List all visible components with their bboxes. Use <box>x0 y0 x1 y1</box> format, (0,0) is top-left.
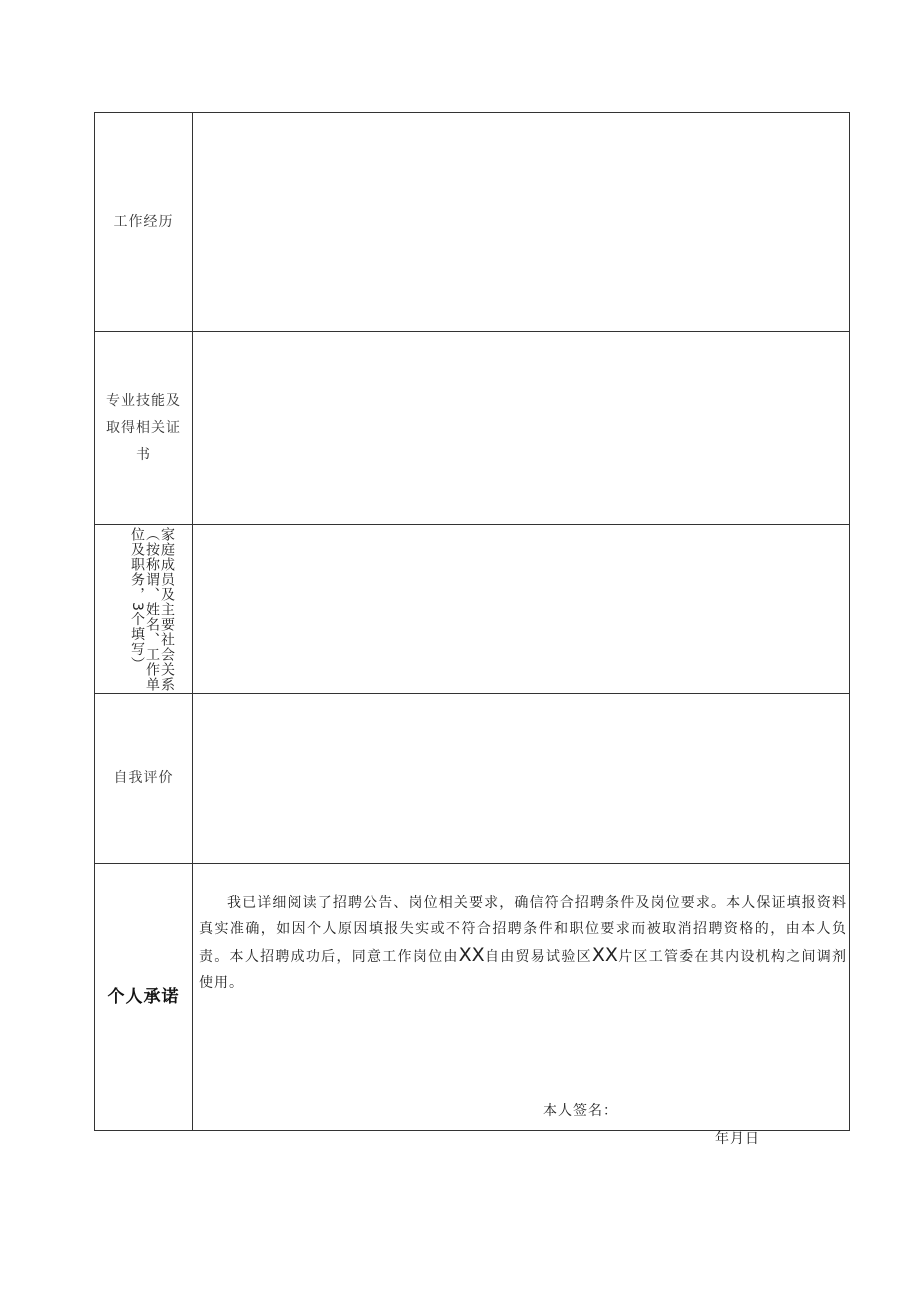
promise-text-part2: 自由贸易试验区 <box>484 949 592 965</box>
row-family-members <box>95 525 850 694</box>
promise-label: 个人承诺 <box>107 986 180 1007</box>
self-evaluation-label: 自我评价 <box>113 770 174 786</box>
promise-text-part3: 片区工管委在其内设机构之间调剂使用。 <box>199 949 848 991</box>
skills-label: 专业技能及取得相关证书 <box>106 392 181 463</box>
promise-xx-2: XX <box>591 944 618 966</box>
row-personal-promise <box>95 864 850 1131</box>
skills-field[interactable] <box>193 332 850 525</box>
promise-text-part1: 我已详细阅读了招聘公告、岗位相关要求，确信符合招聘条件及岗位要求。本人保证填报资料真实准确，如因个人原因填报失实或不符合招聘条件和职位要求而被取消招聘资格的，由本人负责。本人招聘成功后，同意工作岗位由 <box>199 895 847 965</box>
work-experience-field[interactable] <box>193 113 850 332</box>
work-experience-label-cell <box>95 113 193 332</box>
date-label: 年月日 <box>715 1131 760 1147</box>
promise-label-cell <box>95 864 193 1131</box>
family-label: 家庭成员及主要社会关系（按称谓、姓名、工作单位及职务，3个填写） <box>129 527 175 692</box>
self-evaluation-field[interactable] <box>193 694 850 864</box>
family-label-cell <box>95 525 193 694</box>
promise-content-cell <box>193 864 850 1147</box>
promise-statement <box>193 864 849 996</box>
application-form-table <box>94 112 850 1147</box>
promise-xx-1: XX <box>458 944 485 966</box>
work-experience-label: 工作经历 <box>113 213 174 230</box>
family-field[interactable] <box>193 525 850 694</box>
signature-label: 本人签名： <box>543 1103 618 1119</box>
self-evaluation-label-cell <box>95 694 193 864</box>
row-self-evaluation <box>95 694 850 864</box>
row-skills-certificates <box>95 332 850 525</box>
row-work-experience <box>95 113 850 332</box>
skills-label-cell <box>95 332 193 525</box>
